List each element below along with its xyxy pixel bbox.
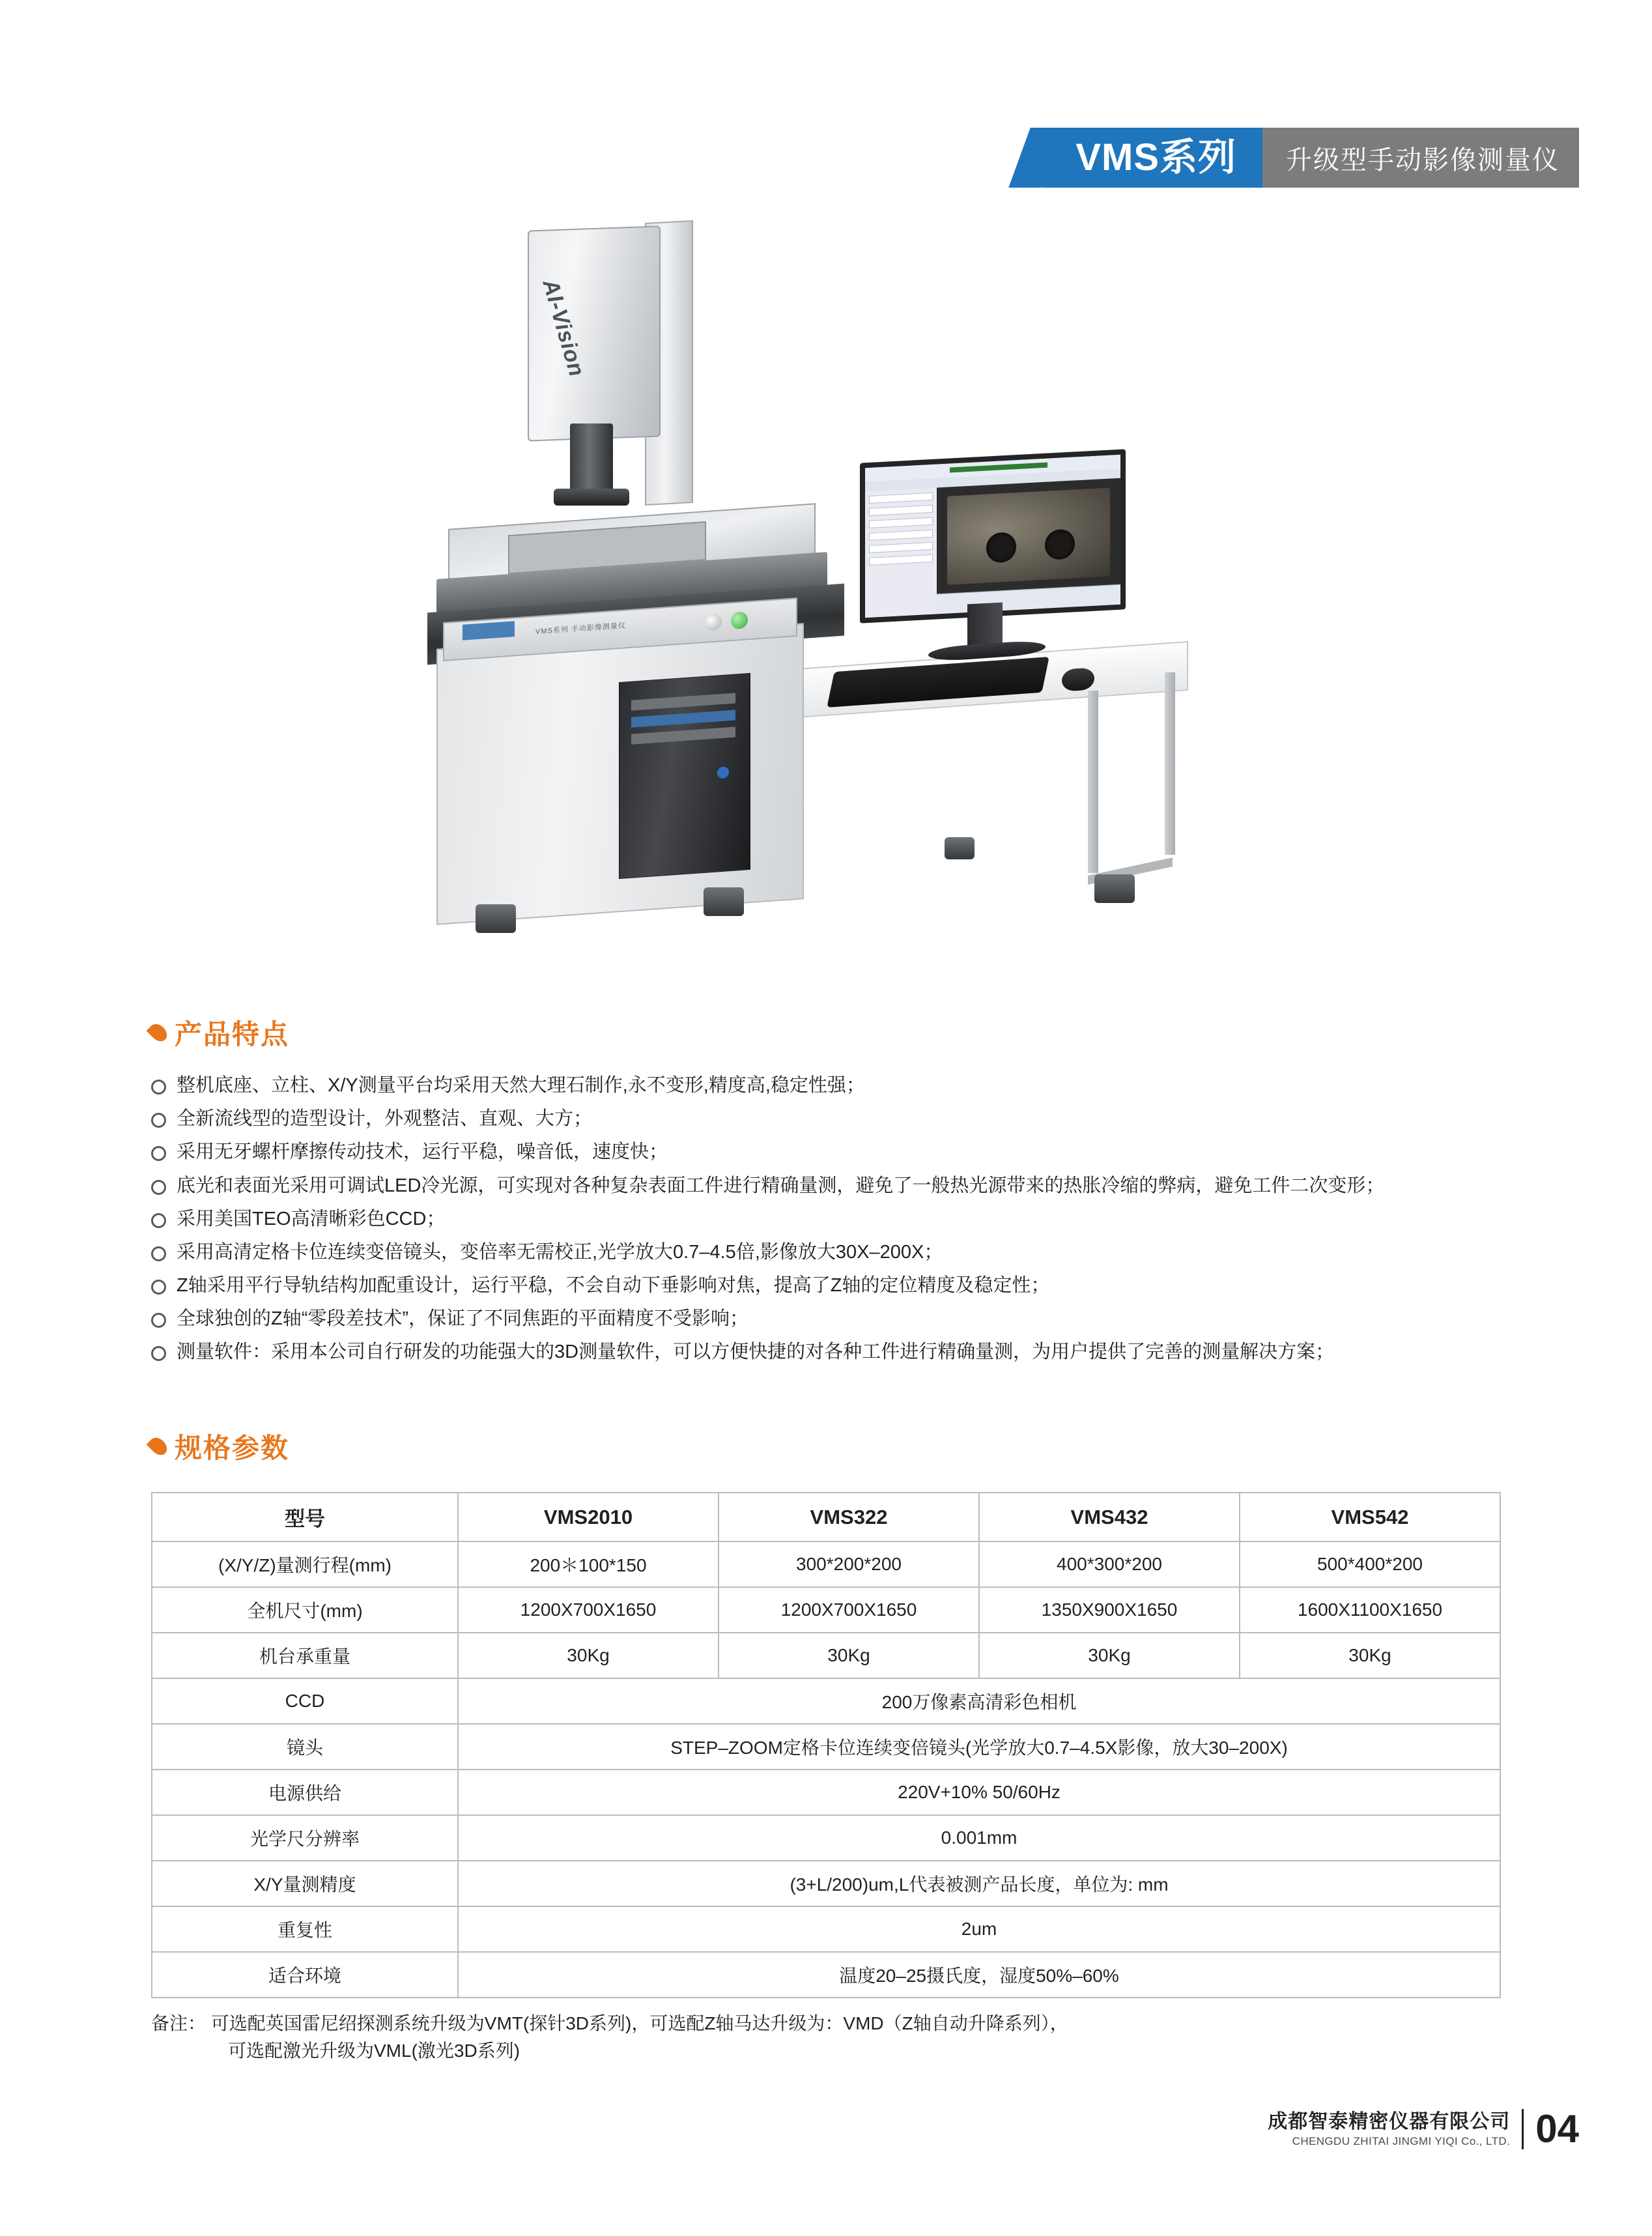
specs-note-line1: 备注： 可选配英国雷尼绍探测系统升级为VMT(探针3D系列)，可选配Z轴马达升级为：VMD（Z轴自动升降系列），	[151, 2013, 1068, 2033]
specs-heading	[151, 1427, 289, 1466]
list-item-text: 全球独创的Z轴“零段差技术”，保证了不同焦距的平面精度不受影响；	[177, 1308, 749, 1330]
row-label: 镜头	[152, 1724, 458, 1770]
machine-foot	[476, 904, 516, 933]
features-heading	[151, 1013, 1513, 1052]
list-item	[151, 1102, 1513, 1136]
row-label: (X/Y/Z)量测行程(mm)	[152, 1541, 458, 1587]
list-item-text: Z轴采用平行导轨结构加配重设计，运行平稳，不会自动下垂影响对焦，提高了Z轴的定位精度及稳定性；	[177, 1275, 1050, 1297]
specs-note-line2: 可选配激光升级为VML(激光3D系列)	[228, 2041, 520, 2061]
row-value: 400*300*200	[979, 1541, 1240, 1587]
row-label: 全机尺寸(mm)	[152, 1587, 458, 1633]
specs-table-wrap	[151, 1492, 1501, 2065]
list-item-text: 底光和表面光采用可调试LED冷光源，可实现对各种复杂表面工件进行精确量测，避免了一般热光源带来的热胀冷缩的弊病，避免工件二次变形；	[177, 1175, 1385, 1196]
table-row	[152, 1906, 1500, 1952]
row-value: 1350X900X1650	[979, 1587, 1240, 1633]
list-item-text: 全新流线型的造型设计，外观整洁、直观、大方；	[177, 1108, 593, 1130]
row-label: 机台承重量	[152, 1633, 458, 1678]
row-label: 适合环境	[152, 1952, 458, 1998]
table-row	[152, 1770, 1500, 1815]
lens-ring	[554, 489, 629, 506]
droplet-icon	[147, 1435, 171, 1459]
row-value: 1200X700X1650	[719, 1587, 979, 1633]
desk-leg	[1165, 672, 1175, 855]
table-row	[152, 1952, 1500, 1998]
row-value: 200＊100*150	[458, 1541, 719, 1587]
row-label: X/Y量测精度	[152, 1861, 458, 1906]
desk-foot	[945, 837, 975, 859]
workpiece-hole	[1045, 528, 1075, 560]
list-item-text: 采用美国TEO高清晰彩色CCD；	[177, 1208, 446, 1229]
row-value: 500*400*200	[1240, 1541, 1500, 1587]
specs-table	[151, 1492, 1501, 1998]
company-name-en: CHENGDU ZHITAI JINGMI YIQI Co., LTD.	[1292, 2134, 1511, 2147]
bullet-icon	[151, 1213, 166, 1228]
bullet-icon	[151, 1113, 166, 1128]
machine-head	[528, 225, 661, 441]
power-button	[731, 611, 748, 629]
control-knob	[705, 613, 722, 631]
row-label: 光学尺分辨率	[152, 1815, 458, 1861]
list-item	[151, 1336, 1513, 1369]
row-value: 2um	[458, 1906, 1500, 1952]
row-value: 温度20–25摄氏度，湿度50%–60%	[458, 1952, 1500, 1998]
list-item	[151, 1069, 1513, 1102]
table-row	[152, 1541, 1500, 1587]
row-value: 200万像素高清彩色相机	[458, 1678, 1500, 1724]
row-value: 1200X700X1650	[458, 1587, 719, 1633]
table-row	[152, 1815, 1500, 1861]
footer-divider	[1522, 2109, 1524, 2149]
list-item	[151, 1302, 1513, 1336]
list-item	[151, 1236, 1513, 1269]
desk-foot	[1094, 874, 1135, 903]
bullet-icon	[151, 1246, 166, 1261]
page-number: 04	[1535, 2107, 1579, 2151]
list-item	[151, 1136, 1513, 1169]
page-footer	[1268, 2106, 1579, 2151]
power-led-icon	[717, 766, 729, 779]
specs-note	[151, 2010, 1501, 2065]
row-value: 220V+10% 50/60Hz	[458, 1770, 1500, 1815]
machine-brand-label: AI-Vision	[537, 276, 590, 380]
bullet-icon	[151, 1280, 166, 1295]
computer-tower	[619, 673, 750, 879]
row-label: 重复性	[152, 1906, 458, 1952]
list-item-text: 整机底座、立柱、X/Y测量平台均采用天然大理石制作,永不变形,精度高,稳定性强；	[177, 1075, 865, 1096]
row-value: 300*200*200	[719, 1541, 979, 1587]
bullet-icon	[151, 1080, 166, 1095]
table-header-cell: VMS432	[979, 1493, 1240, 1541]
row-value: 30Kg	[458, 1633, 719, 1678]
banner-subtitle: 升级型手动影像测量仪	[1262, 128, 1579, 188]
software-image-view	[937, 478, 1120, 595]
specs-section	[151, 1427, 289, 1466]
product-photo	[339, 208, 1355, 977]
monitor	[860, 449, 1126, 623]
list-item	[151, 1203, 1513, 1236]
row-label: CCD	[152, 1678, 458, 1724]
table-header-row	[152, 1493, 1500, 1541]
table-row	[152, 1724, 1500, 1770]
desk-leg	[1088, 691, 1098, 873]
table-row	[152, 1861, 1500, 1906]
list-item-text: 测量软件：采用本公司自行研发的功能强大的3D测量软件，可以方便快捷的对各种工件进行精确量测，为用户提供了完善的测量解决方案；	[177, 1341, 1335, 1363]
banner-series-title: VMS系列	[1042, 128, 1262, 188]
header-banner	[1042, 128, 1579, 188]
row-value: STEP–ZOOM定格卡位连续变倍镜头(光学放大0.7–4.5X影像，放大30–200X)	[458, 1724, 1500, 1770]
list-item-text: 采用高清定格卡位连续变倍镜头，变倍率无需校正,光学放大0.7–4.5倍,影像放大30X–200X；	[177, 1241, 943, 1263]
droplet-icon	[147, 1021, 171, 1045]
specs-heading-text: 规格参数	[175, 1433, 290, 1463]
row-value: 30Kg	[1240, 1633, 1500, 1678]
bullet-icon	[151, 1346, 166, 1361]
row-value: 30Kg	[719, 1633, 979, 1678]
row-value: 1600X1100X1650	[1240, 1587, 1500, 1633]
table-row	[152, 1633, 1500, 1678]
list-item-text: 采用无牙螺杆摩擦传动技术，运行平稳，噪音低，速度快；	[177, 1141, 668, 1163]
table-row	[152, 1678, 1500, 1724]
table-header-cell: VMS542	[1240, 1493, 1500, 1541]
features-section	[151, 1013, 1513, 1369]
workpiece-image	[947, 488, 1110, 585]
table-header-cell: VMS322	[719, 1493, 979, 1541]
software-screen	[865, 455, 1120, 618]
software-sidepanel	[865, 487, 937, 618]
control-panel-label: VMS系列 手动影像测量仪	[535, 622, 626, 637]
company-name-cn: 成都智泰精密仪器有限公司	[1268, 2111, 1511, 2133]
company-block	[1268, 2110, 1510, 2148]
bullet-icon	[151, 1313, 166, 1328]
features-heading-text: 产品特点	[175, 1019, 290, 1050]
table-row	[152, 1587, 1500, 1633]
table-header-cell: 型号	[152, 1493, 458, 1541]
row-value: 30Kg	[979, 1633, 1240, 1678]
table-header-cell: VMS2010	[458, 1493, 719, 1541]
features-list	[151, 1069, 1513, 1369]
list-item	[151, 1169, 1513, 1203]
bullet-icon	[151, 1180, 166, 1195]
row-value: 0.001mm	[458, 1815, 1500, 1861]
row-label: 电源供给	[152, 1770, 458, 1815]
machine-foot	[704, 887, 744, 916]
workpiece-hole	[986, 532, 1016, 563]
list-item	[151, 1269, 1513, 1302]
bullet-icon	[151, 1146, 166, 1161]
row-value: (3+L/200)um,L代表被测产品长度，单位为: mm	[458, 1861, 1500, 1906]
